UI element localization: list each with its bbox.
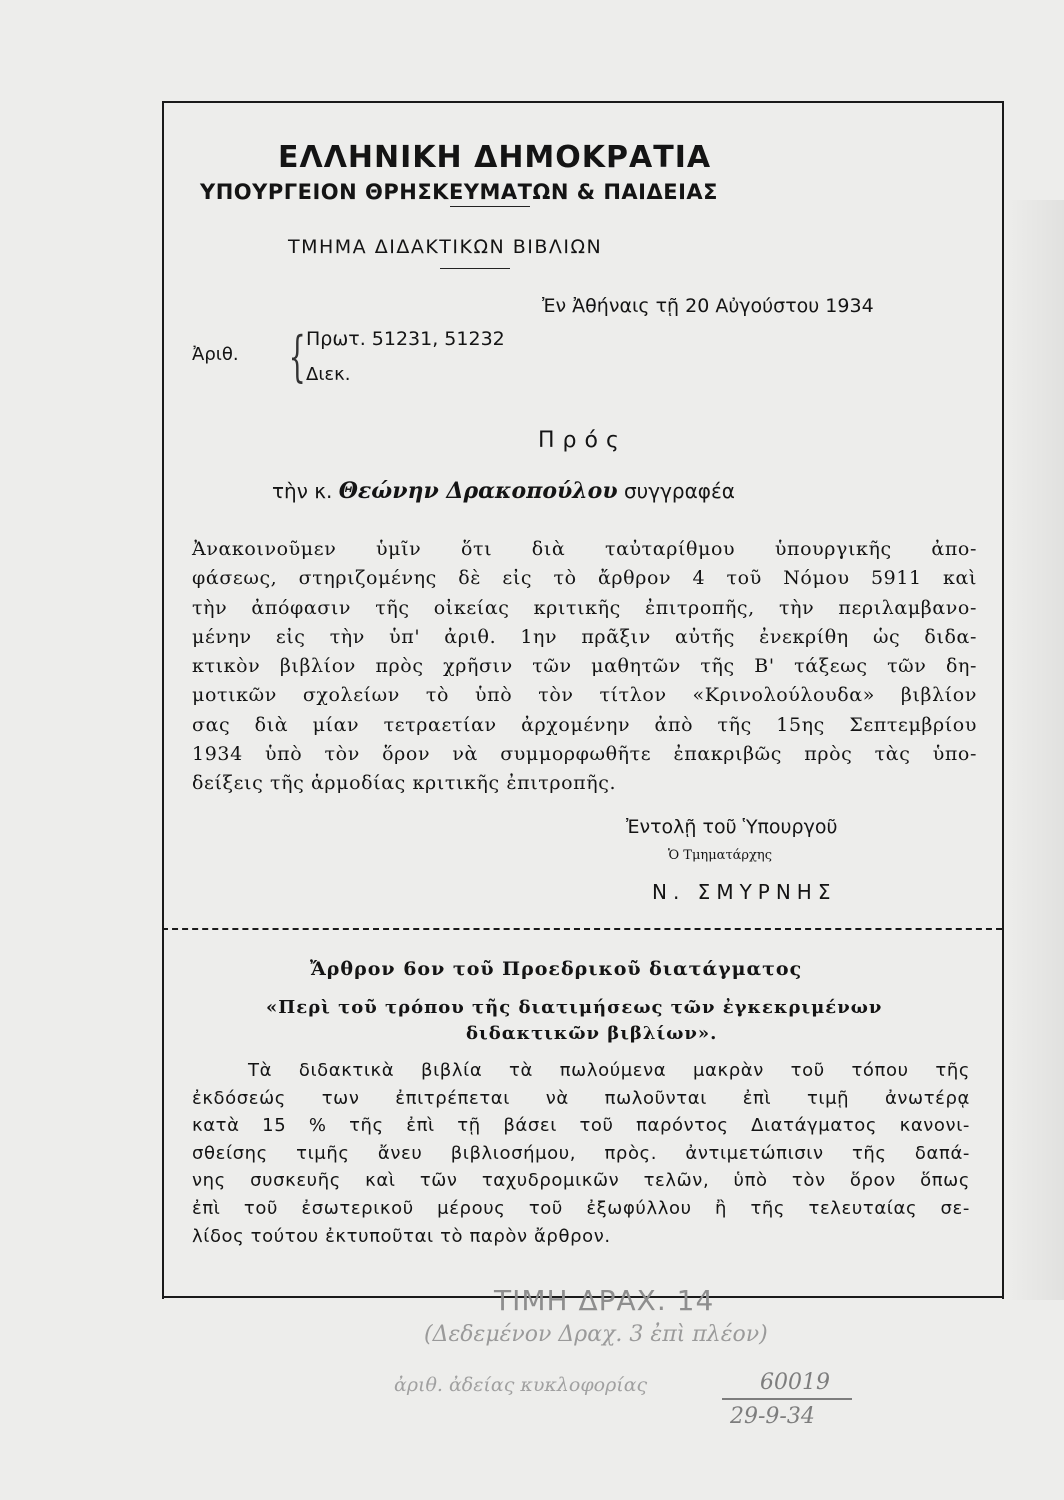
recipient-role: συγγραφέα (623, 479, 735, 503)
page-edge-shadow (1004, 200, 1064, 1300)
body-line: σας διὰ μίαν τετραετίαν ἀρχομένην ἀπὸ τῆς 15ης Σεπτεμβρίου (192, 713, 977, 736)
protocol-number: Πρωτ. 51231, 51232 (306, 328, 505, 350)
header-department: ΤΜΗΜΑ ΔΙΔΑΚΤΙΚΩΝ ΒΙΒΛΙΩΝ (288, 236, 603, 258)
brace-glyph: { (288, 325, 306, 388)
signature-name: Ν. ΣΜΥΡΝΗΣ (652, 880, 837, 904)
body-line: κτικὸν βιβλίον πρὸς χρῆσιν τῶν μαθητῶν τῆς Β' τάξεως τῶν δη- (192, 655, 977, 678)
permit-number: 60019 (760, 1370, 830, 1395)
body-line: τὴν ἀπόφασιν τῆς οἰκείας κριτικῆς ἐπιτροπῆς, τὴν περιλαμβανο- (192, 596, 977, 619)
letter-body (192, 535, 977, 799)
number-label: Ἀριθ. (192, 344, 239, 365)
letter-date: Ἐν Ἀθήναις τῇ 20 Αὐγούστου 1934 (542, 295, 874, 317)
diek-label: Διεκ. (306, 364, 351, 385)
article-subtitle: «Περὶ τοῦ τρόπου τῆς διατιμήσεως τῶν ἐγκεκριμένων (266, 997, 883, 1018)
body-line: μένην εἰς τὴν ὑπ' ἀριθ. 1ην πρᾶξιν αὐτῆς ἐνεκρίθη ὡς διδα- (192, 625, 977, 648)
pros-heading: Πρός (538, 428, 627, 453)
recipient-line (272, 478, 735, 504)
article-line: νης συσκευῆς καὶ τῶν ταχυδρομικῶν τελῶν, ὑπὸ τὸν ὅρον ὅπως (192, 1170, 970, 1192)
department-rule (440, 268, 510, 269)
body-line: Ἀνακοινοῦμεν ὑμῖν ὅτι διὰ ταὐταρίθμου ὑπουργικῆς ἀπο- (192, 538, 977, 560)
bound-price-note: (Δεδεμένον Δραχ. 3 ἐπὶ πλέον) (424, 1322, 768, 1347)
price-stamp: ΤΙΜΗ ΔΡΑΧ. 14 (494, 1284, 715, 1317)
article-line: Τὰ διδακτικὰ βιβλία τὰ πωλούμενα μακρὰν τοῦ τόπου τῆς (248, 1060, 970, 1081)
body-line: φάσεως, στηριζομένης δὲ εἰς τὸ ἄρθρον 4 τοῦ Νόμου 5911 καὶ (192, 567, 977, 590)
signature-chief: Ὁ Τμηματάρχης (668, 848, 772, 863)
article-line: ἐπὶ τοῦ ἐσωτερικοῦ μέρους τοῦ ἐξωφύλλου ἢ τῆς τελευταίας σε- (192, 1197, 970, 1219)
article-line: κατὰ 15 % τῆς ἐπὶ τῇ βάσει τοῦ παρόντος Διατάγματος κανονι- (192, 1115, 970, 1137)
section-divider (162, 928, 1002, 930)
header-republic: ΕΛΛΗΝΙΚΗ ΔΗΜΟΚΡΑΤΙΑ (278, 140, 712, 175)
header-rule (450, 206, 530, 207)
recipient-prefix: τὴν κ. (272, 479, 333, 503)
article-line: ἐκδόσεώς των ἐπιτρέπεται νὰ πωλοῦνται ἐπὶ τιμῇ ἀνωτέρᾳ (192, 1087, 970, 1109)
body-line: δείξεις τῆς ἁρμοδίας κριτικῆς ἐπιτροπῆς. (192, 772, 617, 795)
article-body (192, 1057, 970, 1250)
permit-fraction-rule (722, 1398, 852, 1400)
body-line: 1934 ὑπὸ τὸν ὅρον νὰ συμμορφωθῆτε ἐπακριβῶς πρὸς τὰς ὑπο- (192, 743, 977, 766)
article-title: Ἄρθρον 6ον τοῦ Προεδρικοῦ διατάγματος (310, 958, 803, 980)
header-ministry: ΥΠΟΥΡΓΕΙΟΝ ΘΡΗΣΚΕΥΜΑΤΩΝ & ΠΑΙΔΕΙΑΣ (200, 180, 718, 204)
recipient-name: Θεώνην Δρακοπούλου (338, 478, 618, 504)
permit-label: ἀριθ. ἀδείας κυκλοφορίας (394, 1374, 648, 1396)
body-line: μοτικῶν σχολείων τὸ ὑπὸ τὸν τίτλον «Κρινολούλουδα» βιβλίον (192, 684, 977, 707)
permit-date: 29-9-34 (730, 1404, 815, 1429)
signature-order: Ἐντολῇ τοῦ Ὑπουργοῦ (626, 816, 838, 838)
article-subtitle-cont: διδακτικῶν βιβλίων». (466, 1023, 718, 1044)
article-line: λίδος τούτου ἐκτυποῦται τὸ παρὸν ἄρθρον. (192, 1225, 611, 1247)
article-line: σθείσης τιμῆς ἄνευ βιβλιοσήμου, πρὸς. ἀντιμετώπισιν τῆς δαπά- (192, 1142, 970, 1164)
